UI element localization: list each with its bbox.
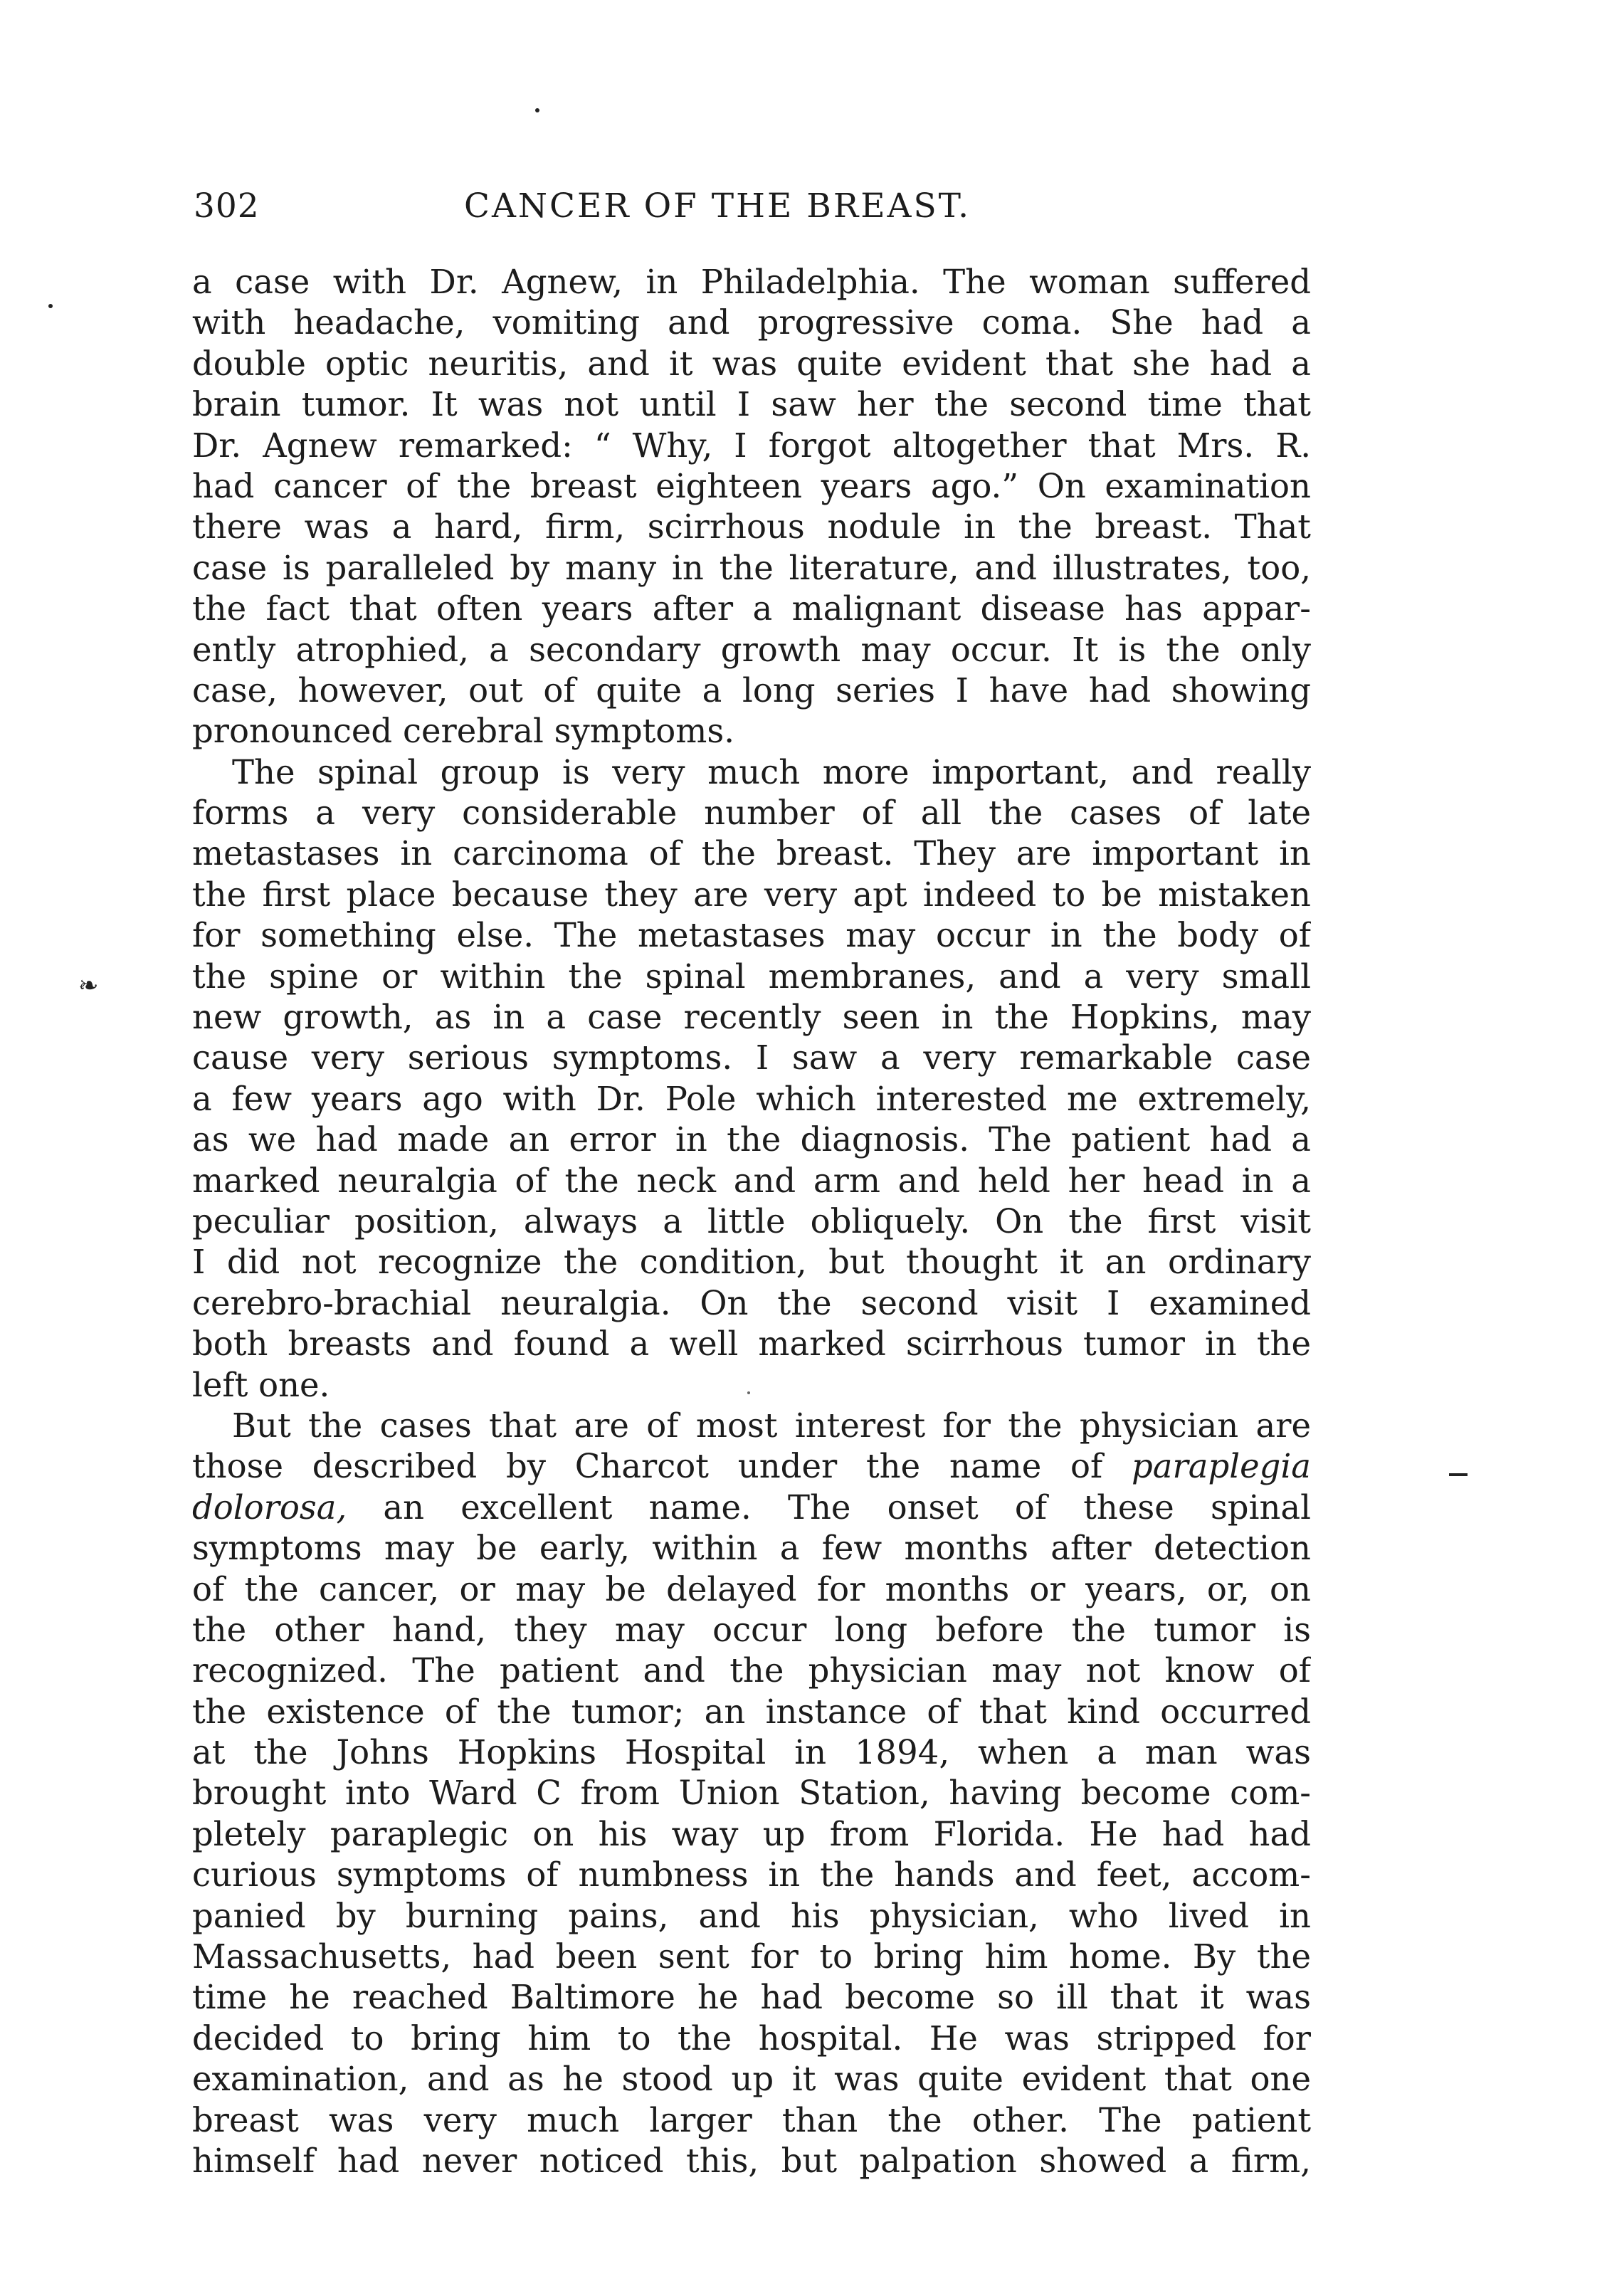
- text-line: pletely paraplegic on his way up from Florida. He had had: [192, 1814, 1311, 1853]
- text-line: symptoms may be early, within a few months after detection: [192, 1529, 1311, 1568]
- paragraph-3: [192, 1406, 1311, 2181]
- paragraph-1: [192, 262, 1311, 752]
- text-line: peculiar position, always a little obliquely. On the first visit: [192, 1201, 1311, 1241]
- margin-dash-mark: [1449, 1473, 1468, 1476]
- text-line: had cancer of the breast eighteen years ago.” On examination: [192, 466, 1311, 505]
- text-line: case is paralleled by many in the literature, and illustrates, too,: [192, 548, 1311, 587]
- text-line: case, however, out of quite a long series I have had showing: [192, 670, 1311, 710]
- text-line: left one.: [192, 1365, 330, 1404]
- speck-mark: [48, 304, 53, 308]
- text-line: recognized. The patient and the physician may not know of: [192, 1651, 1311, 1690]
- text-line: with headache, vomiting and progressive coma. She had a: [192, 303, 1311, 342]
- text-line: brought into Ward C from Union Station, having become com-: [192, 1774, 1311, 1813]
- text-line: ently atrophied, a secondary growth may occur. It is the only: [192, 630, 1311, 669]
- text-line: brain tumor. It was not until I saw her the second time that: [192, 385, 1311, 424]
- text-line: examination, and as he stood up it was quite evident that one: [192, 2060, 1311, 2099]
- page-number: 302: [194, 186, 260, 226]
- text-line: there was a hard, firm, scirrhous nodule in the breast. That: [192, 507, 1311, 547]
- text-line: the other hand, they may occur long before the tumor is: [192, 1610, 1311, 1649]
- text-line: a few years ago with Dr. Pole which interested me extremely,: [192, 1079, 1311, 1118]
- text-line: the first place because they are very apt indeed to be mistaken: [192, 875, 1311, 914]
- italic-term: paraplegia: [1132, 1447, 1311, 1486]
- text-line: Massachusetts, had been sent for to bring him home. By the: [192, 1937, 1311, 1976]
- text-line: decided to bring him to the hospital. He was stripped for: [192, 2018, 1311, 2058]
- italic-term: dolorosa,: [192, 1487, 347, 1527]
- text-line: [192, 1446, 1311, 1487]
- text-line: marked neuralgia of the neck and arm and held her head in a: [192, 1161, 1311, 1200]
- text-line: I did not recognize the condition, but thought it an ordinary: [192, 1243, 1311, 1282]
- text-line: But the cases that are of most interest for the physician are: [232, 1406, 1311, 1445]
- speck-mark: [535, 108, 539, 112]
- text-line: Dr. Agnew remarked: “ Why, I forgot altogether that Mrs. R.: [192, 426, 1311, 465]
- text-line: forms a very considerable number of all the cases of late: [192, 794, 1311, 833]
- text-line: curious symptoms of numbness in the hands and feet, accom-: [192, 1855, 1311, 1895]
- text-line: time he reached Baltimore he had become so ill that it was: [192, 1978, 1311, 2017]
- text-line: of the cancer, or may be delayed for months or years, or, on: [192, 1569, 1311, 1608]
- text-line: cerebro-brachial neuralgia. On the second visit I examined: [192, 1283, 1311, 1322]
- text-line: pronounced cerebral symptoms.: [192, 712, 735, 751]
- text-line: double optic neuritis, and it was quite evident that she had a: [192, 344, 1311, 383]
- text-segment: an excellent name. The onset of these spinal: [347, 1487, 1311, 1527]
- text-segment: those described by Charcot under the name of: [192, 1447, 1132, 1486]
- text-line: the existence of the tumor; an instance of that kind occurred: [192, 1692, 1311, 1731]
- running-title: CANCER OF THE BREAST.: [464, 186, 971, 226]
- text-line: breast was very much larger than the other. The patient: [192, 2100, 1311, 2139]
- text-line: a case with Dr. Agnew, in Philadelphia. The woman suffered: [192, 263, 1311, 301]
- paragraph-2: [192, 752, 1311, 1406]
- text-line: the spine or within the spinal membranes, and a very small: [192, 957, 1311, 996]
- text-line: metastases in carcinoma of the breast. They are important in: [192, 834, 1311, 873]
- body-text: [192, 262, 1311, 2181]
- text-line: new growth, as in a case recently seen in the Hopkins, may: [192, 998, 1311, 1037]
- text-line: The spinal group is very much more important, and really: [232, 752, 1311, 791]
- text-line: the fact that often years after a malignant disease has appar-: [192, 589, 1311, 628]
- text-line: as we had made an error in the diagnosis. The patient had a: [192, 1120, 1311, 1159]
- margin-ink-mark: ❧: [78, 971, 99, 1000]
- text-line: both breasts and found a well marked scirrhous tumor in the: [192, 1325, 1311, 1364]
- text-line: cause very serious symptoms. I saw a very remarkable case: [192, 1038, 1311, 1078]
- text-line: [192, 1487, 1311, 1528]
- text-line: at the Johns Hopkins Hospital in 1894, when a man was: [192, 1733, 1311, 1772]
- running-head: [194, 186, 1304, 229]
- text-line: panied by burning pains, and his physician, who lived in: [192, 1896, 1311, 1935]
- text-line: himself had never noticed this, but palpation showed a firm,: [192, 2141, 1311, 2180]
- text-line: for something else. The metastases may occur in the body of: [192, 916, 1311, 955]
